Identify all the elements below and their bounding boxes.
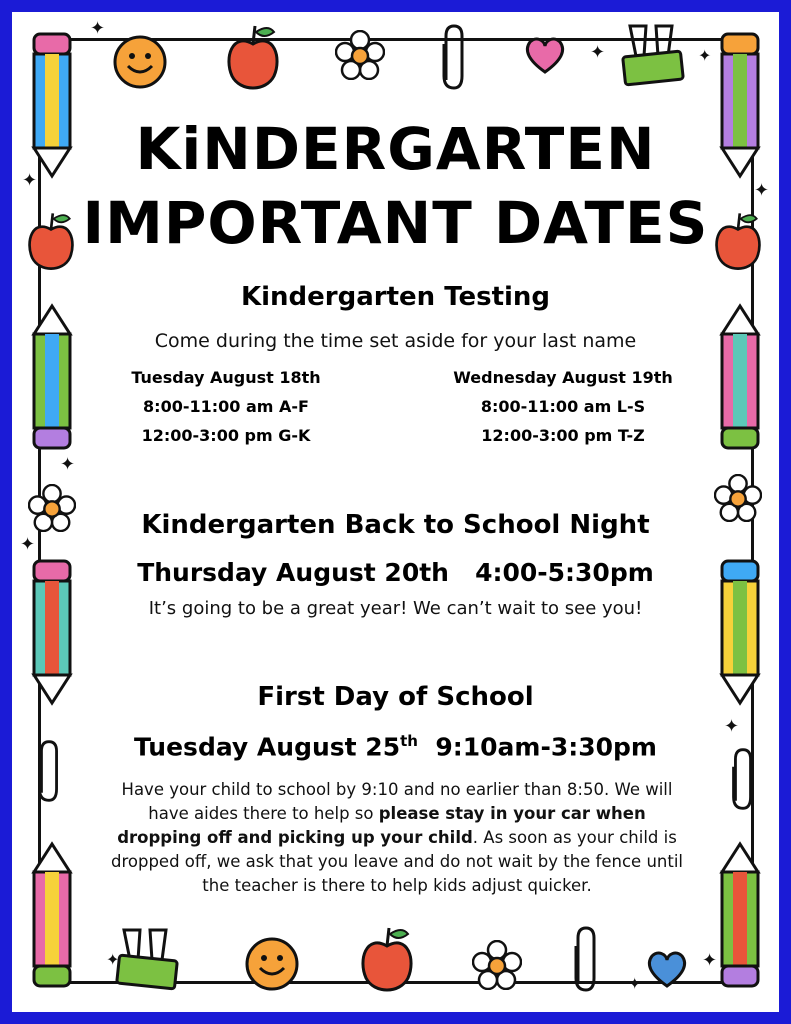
pencil-icon (30, 840, 74, 990)
page-title-line-2: IMPORTANT DATES (82, 189, 709, 257)
sparkle-icon: ✦ (702, 950, 718, 971)
flower-icon (335, 30, 385, 80)
testing-right-day: Wednesday August 19th (453, 368, 673, 387)
testing-left-column (106, 363, 346, 450)
pencil-icon (30, 302, 74, 452)
testing-right-slot-1: 8:00-11:00 am L-S (480, 397, 646, 416)
smiley-icon (244, 936, 300, 992)
smiley-icon (112, 34, 168, 90)
binder-clip-icon (110, 924, 182, 996)
back-to-school-datetime: Thursday August 20th 4:00-5:30pm (137, 558, 654, 587)
first-day-datetime (12, 732, 779, 761)
pencil-icon (718, 840, 762, 990)
pencil-icon (718, 302, 762, 452)
page-title-line-1: KiNDERGARTEN (135, 115, 656, 183)
first-day-heading: First Day of School (257, 682, 534, 712)
first-day-paragraph-part-1: Have your child to school by 9:10 and no earlier than 8:50. We will have aides there to help so (121, 780, 673, 823)
testing-heading: Kindergarten Testing (240, 282, 551, 312)
testing-subtitle: Come during the time set aside for your last name (154, 330, 637, 352)
sparkle-icon: ✦ (90, 18, 106, 39)
sparkle-icon: ✦ (60, 454, 76, 475)
sparkle-icon: ✦ (698, 46, 712, 65)
sparkle-icon: ✦ (590, 42, 606, 63)
sparkle-icon: ✦ (724, 716, 740, 737)
testing-left-slot-1: 8:00-11:00 am A-F (143, 397, 309, 416)
sparkle-icon: ✦ (20, 534, 36, 555)
back-to-school-note: It’s going to be a great year! We can’t wait to see you! (148, 598, 643, 619)
testing-right-column (432, 363, 694, 450)
first-day-paragraph-part-2: . As soon as your child is dropped off, we ask that you leave and do not wait by the fence until the teacher is there to help kids adjust quicker. (111, 828, 683, 895)
heart-icon (644, 948, 690, 990)
binder-clip-icon (616, 20, 688, 92)
back-to-school-heading: Kindergarten Back to School Night (141, 510, 650, 540)
testing-left-day: Tuesday August 18th (131, 368, 321, 387)
first-day-date: Tuesday August 25 (134, 732, 401, 762)
apple-icon (222, 20, 284, 94)
sparkle-icon: ✦ (106, 950, 120, 969)
sparkle-icon: ✦ (754, 180, 770, 201)
heart-icon (522, 34, 568, 76)
flyer-page (12, 12, 779, 1012)
first-day-paragraph (107, 778, 687, 898)
testing-left-slot-2: 12:00-3:00 pm G-K (141, 426, 311, 445)
sparkle-icon: ✦ (22, 170, 38, 191)
flower-icon (472, 940, 522, 990)
sparkle-icon: ✦ (628, 974, 642, 993)
paperclip-icon (436, 22, 472, 92)
testing-right-slot-2: 12:00-3:00 pm T-Z (481, 426, 645, 445)
paperclip-icon (568, 924, 604, 994)
first-day-time: 9:10am-3:30pm (417, 732, 657, 762)
first-day-paragraph-bold: please stay in your car when dropping off and picking up your child (117, 804, 646, 847)
apple-icon (356, 922, 418, 996)
first-day-date-suffix: th (400, 732, 418, 750)
